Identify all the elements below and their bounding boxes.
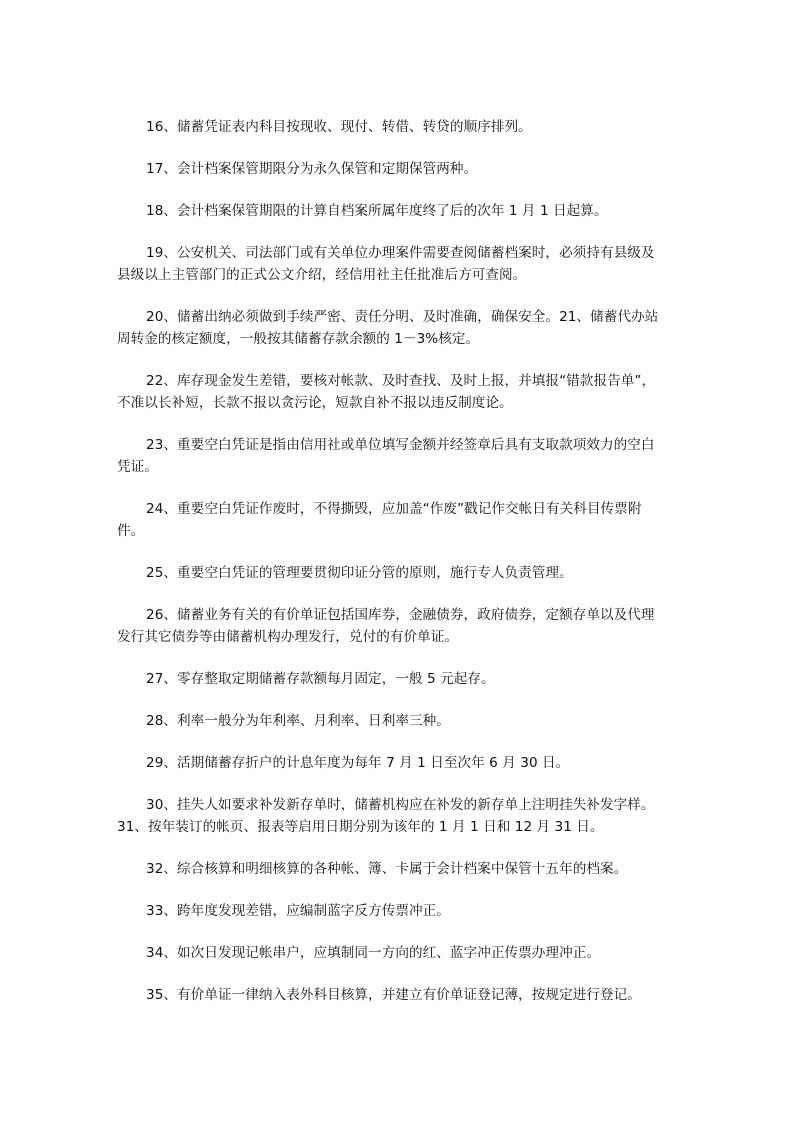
- paragraph-24: 24、重要空白凭证作废时，不得撕毁，应加盖“作废”戳记作交帐日有关科目传票附件。: [117, 501, 642, 539]
- document-body: [117, 116, 665, 1026]
- paragraph-19: 19、公安机关、司法部门或有关单位办理案件需要查阅储蓄档案时，必须持有县级及县级以上主管部门的正式公文介绍，经信用社主任批准后方可查阅。: [117, 245, 655, 283]
- paragraph-29: 29、活期储蓄存折户的计息年度为每年 7 月 1 日至次年 6 月 30 日。: [146, 755, 570, 771]
- paragraph-18: 18、会计档案保管期限的计算自档案所属年度终了后的次年 1 月 1 日起算。: [146, 203, 608, 219]
- paragraph-16: 16、储蓄凭证表内科目按现收、现付、转借、转贷的顺序排列。: [146, 119, 532, 135]
- paragraph-34: 34、如次日发现记帐串户，应填制同一方向的红、蓝字冲正传票办理冲正。: [146, 945, 600, 961]
- paragraph-31: 31、按年装订的帐页、报表等启用日期分别为该年的 1 月 1 日和 12 月 31 日。: [117, 819, 604, 835]
- paragraph-35: 35、有价单证一律纳入表外科目核算，并建立有价单证登记薄，按规定进行登记。: [146, 987, 641, 1003]
- paragraph-20-21: 20、储蓄出纳必须做到手续严密、责任分明、及时准确，确保安全。21、储蓄代办站周转金的核定额度，一般按其储蓄存款余额的 1－3%核定。: [117, 309, 659, 347]
- paragraph-32: 32、综合核算和明细核算的各种帐、簿、卡属于会计档案中保管十五年的档案。: [146, 861, 628, 877]
- paragraph-26: 26、储蓄业务有关的有价单证包括国库券，金融债券，政府债券，定额存单以及代理发行其它债券等由储蓄机构办理发行，兑付的有价单证。: [117, 607, 655, 645]
- paragraph-25: 25、重要空白凭证的管理要贯彻印证分管的原则，施行专人负责管理。: [146, 565, 573, 581]
- paragraph-28: 28、利率一般分为年利率、月利率、日利率三种。: [146, 713, 450, 729]
- paragraph-22: 22、库存现金发生差错，要核对帐款、及时查找、及时上报，并填报“错款报告单”，不准以长补短，长款不报以贪污论，短款自补不报以违反制度论。: [117, 373, 656, 411]
- paragraph-17: 17、会计档案保管期限分为永久保管和定期保管两种。: [146, 161, 478, 177]
- paragraph-33: 33、跨年度发现差错，应编制蓝字反方传票冲正。: [146, 903, 450, 919]
- paragraph-30: 30、挂失人如要求补发新存单时，储蓄机构应在补发的新存单上注明挂失补发字样。: [146, 797, 655, 813]
- paragraph-23: 23、重要空白凭证是指由信用社或单位填写金额并经签章后具有支取款项效力的空白凭证。: [117, 437, 655, 475]
- paragraph-27: 27、零存整取定期储蓄存款额每月固定，一般 5 元起存。: [146, 671, 495, 687]
